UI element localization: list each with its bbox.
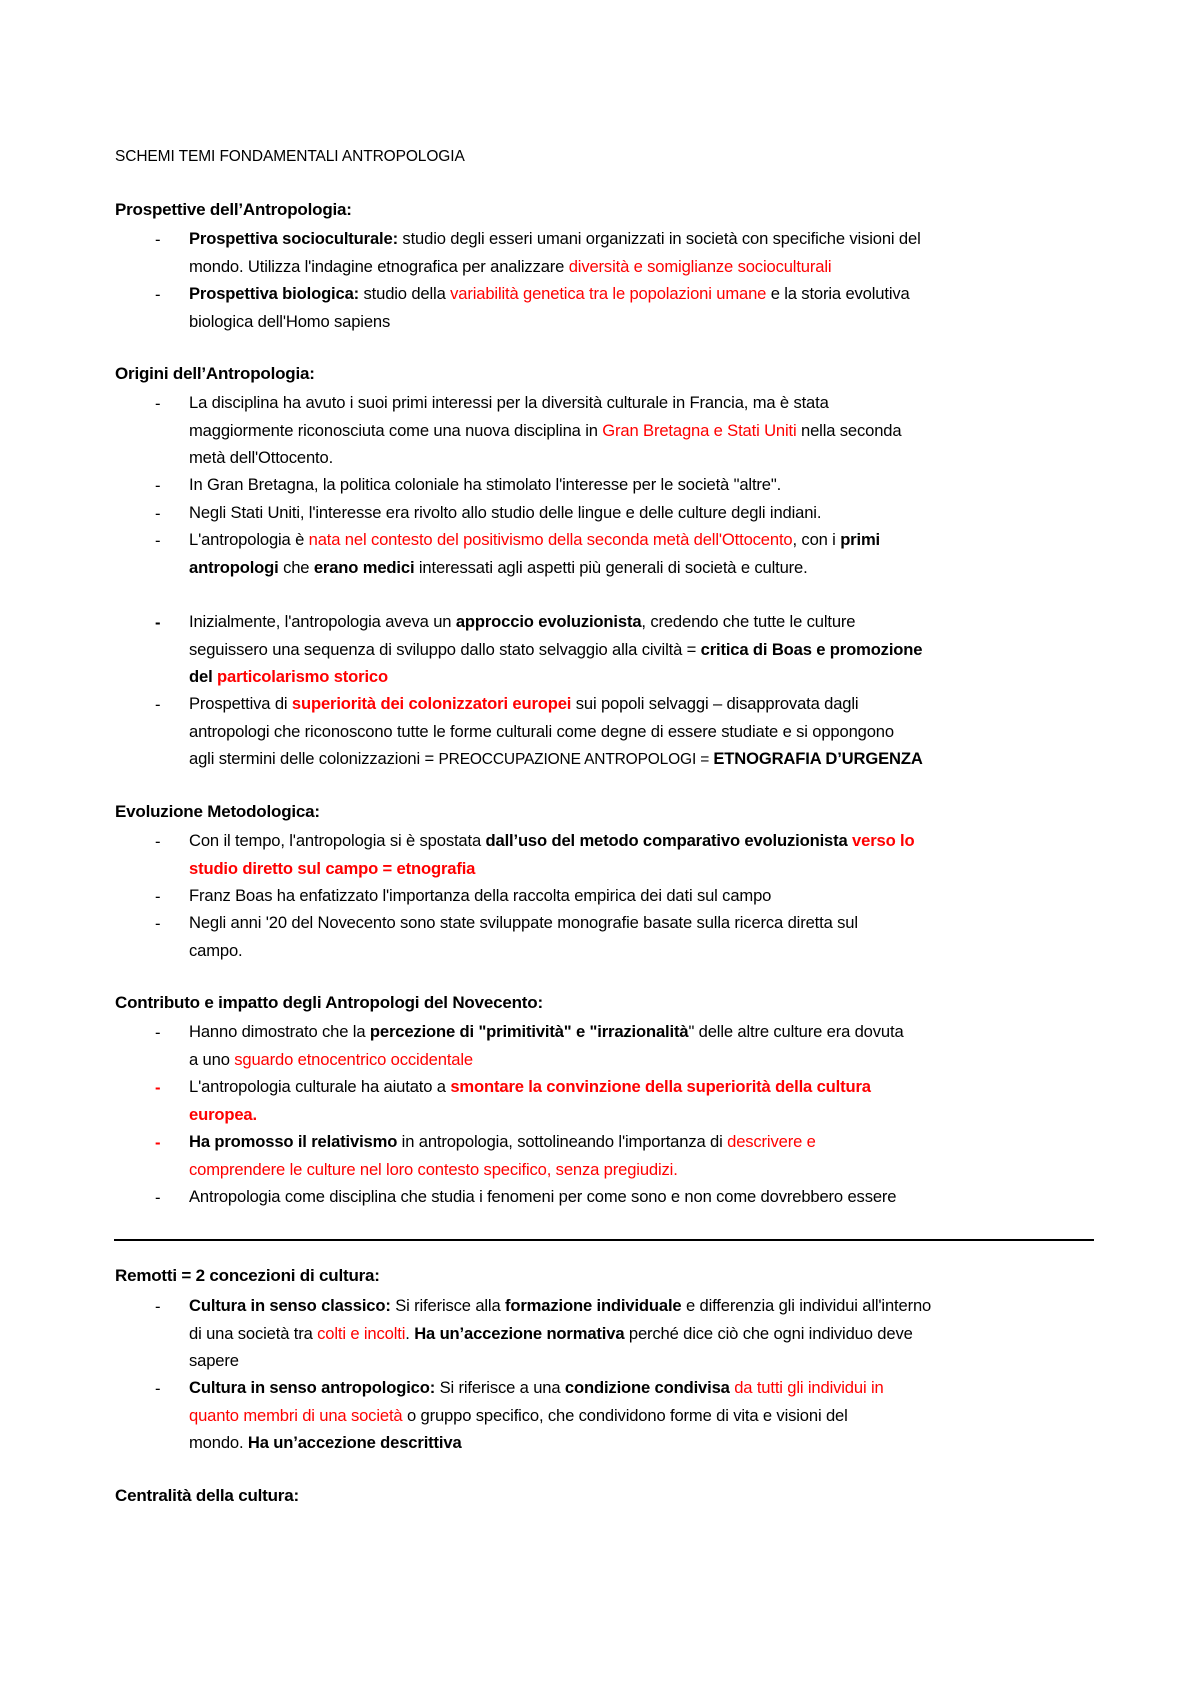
bullet-dash: - xyxy=(155,914,161,933)
bullet-dash: - xyxy=(155,285,161,304)
bullet-dash: - xyxy=(155,230,161,249)
list-item-line: metà dell'Ottocento. xyxy=(189,448,334,467)
list-item-line: del particolarismo storico xyxy=(189,667,388,686)
list-item-line: di una società tra colti e incolti. Ha un’accezione normativa perché dice ciò che ogni individuo deve xyxy=(189,1324,913,1343)
bullet-dash: - xyxy=(155,476,161,495)
list-item-cultura-antropologico: Cultura in senso antropologico: Si riferisce a una condizione condivisa da tutti gli individui in xyxy=(189,1378,884,1397)
list-item-prospettiva-biologica: Prospettiva biologica: studio della variabilità genetica tra le popolazioni umane e la storia evolutiva xyxy=(189,284,910,303)
heading-remotti: Remotti = 2 concezioni di cultura: xyxy=(115,1266,380,1285)
list-item-line: comprendere le culture nel loro contesto specifico, senza pregiudizi. xyxy=(189,1160,678,1179)
list-item-line: a uno sguardo etnocentrico occidentale xyxy=(189,1050,473,1069)
list-item-line: campo. xyxy=(189,941,243,960)
list-item-line: antropologi che erano medici interessati agli aspetti più generali di società e culture. xyxy=(189,558,808,577)
list-item-cultura-classico: Cultura in senso classico: Si riferisce alla formazione individuale e differenzia gli individui all'interno xyxy=(189,1296,932,1315)
bullet-dash: - xyxy=(155,504,161,523)
list-item-line: studio diretto sul campo = etnografia xyxy=(189,859,476,878)
list-item-relativismo: Ha promosso il relativismo in antropologia, sottolineando l'importanza di descrivere e xyxy=(189,1132,816,1151)
list-item-franz-boas: Franz Boas ha enfatizzato l'importanza della raccolta empirica dei dati sul campo xyxy=(189,886,772,905)
list-item-stati-uniti: Negli Stati Uniti, l'interesse era rivolto allo studio delle lingue e delle culture degli indiani. xyxy=(189,503,822,522)
list-item-positivismo: L'antropologia è nata nel contesto del positivismo della seconda metà dell'Ottocento, con i primi xyxy=(189,530,881,549)
bullet-dash: - xyxy=(155,1023,161,1042)
list-item-percezione: Hanno dimostrato che la percezione di "primitività" e "irrazionalità" delle altre culture era dovuta xyxy=(189,1022,904,1041)
bullet-dash: - xyxy=(155,613,161,632)
list-item-smontare: L'antropologia culturale ha aiutato a smontare la convinzione della superiorità della cultura xyxy=(189,1077,871,1096)
document-title: SCHEMI TEMI FONDAMENTALI ANTROPOLOGIA xyxy=(115,148,465,165)
bullet-dash: - xyxy=(155,1188,161,1207)
heading-prospettive: Prospettive dell’Antropologia: xyxy=(115,200,352,219)
bullet-dash: - xyxy=(155,394,161,413)
bullet-dash: - xyxy=(155,531,161,550)
list-item-line: biologica dell'Homo sapiens xyxy=(189,312,391,331)
list-item-prospettiva-socioculturale: Prospettiva socioculturale: studio degli esseri umani organizzati in società con specifiche visioni del xyxy=(189,229,921,248)
heading-origini: Origini dell’Antropologia: xyxy=(115,364,315,383)
bullet-dash: - xyxy=(155,887,161,906)
list-item-line: europea. xyxy=(189,1105,257,1124)
list-item-colonizzatori: Prospettiva di superiorità dei colonizzatori europei sui popoli selvaggi – disapprovata dagli xyxy=(189,694,859,713)
list-item-evoluzionismo: Inizialmente, l'antropologia aveva un approccio evoluzionista, credendo che tutte le culture xyxy=(189,612,856,631)
bullet-dash: - xyxy=(155,1297,161,1316)
list-item-line: sapere xyxy=(189,1351,239,1370)
horizontal-rule xyxy=(114,1239,1094,1241)
bullet-dash: - xyxy=(155,1078,161,1097)
list-item-line: antropologi che riconoscono tutte le forme culturali come degne di essere studiate e si oppongono xyxy=(189,722,894,741)
heading-evoluzione: Evoluzione Metodologica: xyxy=(115,802,320,821)
bullet-dash: - xyxy=(155,1379,161,1398)
heading-contributo: Contributo e impatto degli Antropologi del Novecento: xyxy=(115,993,543,1012)
list-item-line: seguissero una sequenza di sviluppo dallo stato selvaggio alla civiltà = critica di Boas e promozione xyxy=(189,640,923,659)
heading-centralita: Centralità della cultura: xyxy=(115,1486,299,1505)
list-item-line: mondo. Ha un’accezione descrittiva xyxy=(189,1433,462,1452)
list-item-metodo-comparativo: Con il tempo, l'antropologia si è spostata dall’uso del metodo comparativo evoluzionista verso lo xyxy=(189,831,915,850)
list-item-line: quanto membri di una società o gruppo specifico, che condividono forme di vita e visioni del xyxy=(189,1406,848,1425)
list-item-antropologia-disciplina: Antropologia come disciplina che studia i fenomeni per come sono e non come dovrebbero essere xyxy=(189,1187,897,1206)
list-item-monografie: Negli anni '20 del Novecento sono state sviluppate monografie basate sulla ricerca diretta sul xyxy=(189,913,858,932)
list-item-line: mondo. Utilizza l'indagine etnografica per analizzare diversità e somiglianze socioculturali xyxy=(189,257,832,276)
bullet-dash: - xyxy=(155,832,161,851)
list-item-line: agli stermini delle colonizzazioni = PREOCCUPAZIONE ANTROPOLOGI = ETNOGRAFIA D’URGENZA xyxy=(189,749,923,768)
list-item-line: maggiormente riconosciuta come una nuova disciplina in Gran Bretagna e Stati Uniti nella seconda xyxy=(189,421,902,440)
bullet-dash: - xyxy=(155,695,161,714)
bullet-dash: - xyxy=(155,1133,161,1152)
list-item-gran-bretagna: In Gran Bretagna, la politica coloniale ha stimolato l'interesse per le società "altre". xyxy=(189,475,782,494)
list-item-origini-francia: La disciplina ha avuto i suoi primi interessi per la diversità culturale in Francia, ma è stata xyxy=(189,393,829,412)
